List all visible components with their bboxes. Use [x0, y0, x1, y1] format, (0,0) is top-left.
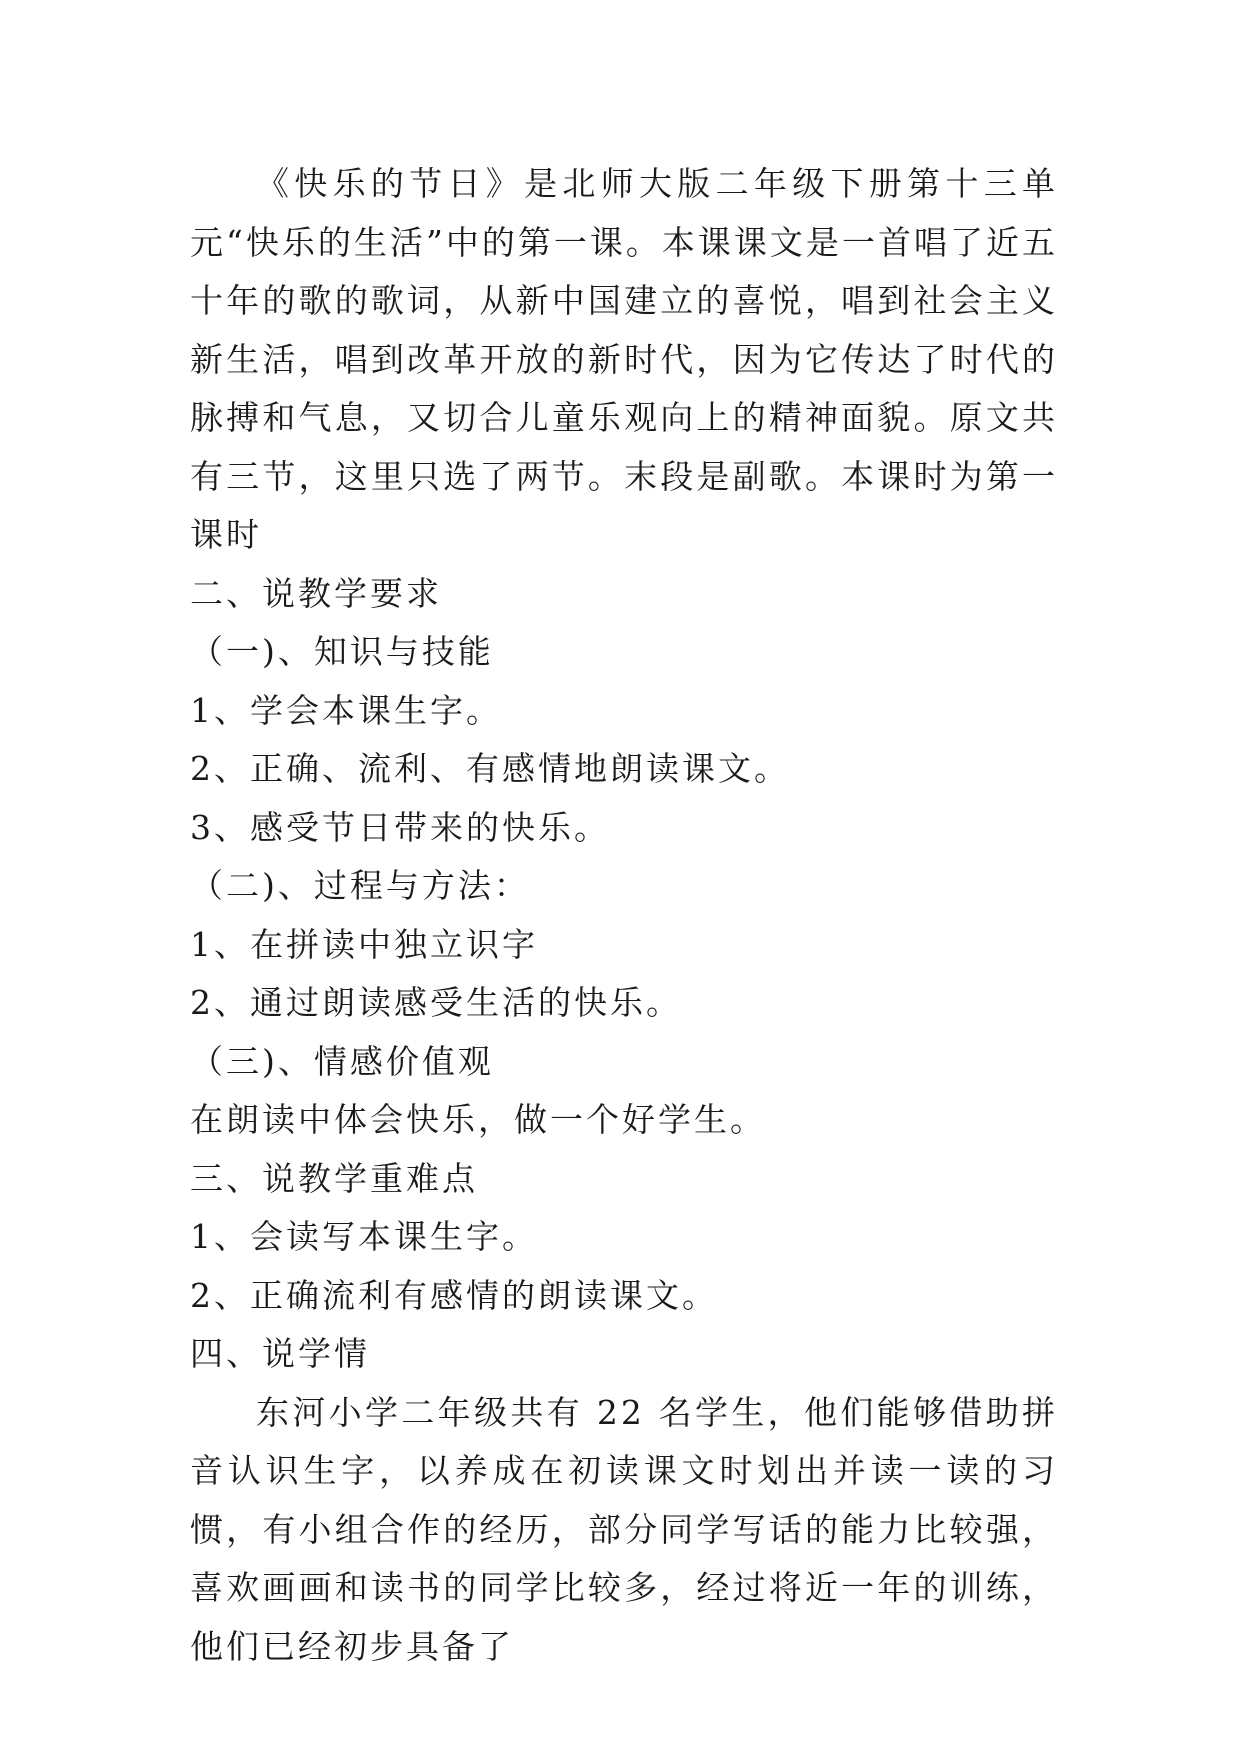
list-item: 2、通过朗读感受生活的快乐。: [190, 983, 682, 1022]
intro-paragraph: 《快乐的节日》是北师大版二年级下册第十三单元“快乐的生活”中的第一课。本课课文是一首唱了近五十年的歌的歌词，从新中国建立的喜悦，唱到社会主义新生活，唱到改革开放的新时代，因为它传达了时代的脉搏和气息，又切合儿童乐观向上的精神面貌。原文共有三节，这里只选了两节。末段是副歌。本课时为第一课时: [190, 164, 1058, 554]
list-item: 2、正确、流利、有感情地朗读课文。: [190, 749, 790, 788]
list-item: 3、感受节日带来的快乐。: [190, 807, 610, 847]
subheading-emotion-values: （三)、情感价值观: [190, 1041, 494, 1081]
student-situation-paragraph: 东河小学二年级共有 22 名学生，他们能够借助拼音认识生字，以养成在初读课文时划出并读一读的习惯，有小组合作的经历，部分同学写话的能力比较强，喜欢画画和读书的同学比较多，经过将近一年的训练，他们已经初步具备了: [190, 1392, 1058, 1666]
list-item: 1、会读写本课生字。: [190, 1217, 538, 1256]
list-item: 1、学会本课生字。: [190, 690, 502, 730]
subheading-knowledge-skills: （一)、知识与技能: [190, 632, 494, 671]
list-item: 2、正确流利有感情的朗读课文。: [190, 1275, 718, 1315]
section-heading-requirements: 二、说教学要求: [190, 573, 442, 613]
emotion-values-text: 在朗读中体会快乐，做一个好学生。: [190, 1100, 766, 1139]
section-heading-key-difficulties: 三、说教学重难点: [190, 1158, 478, 1198]
list-item: 1、在拼读中独立识字: [190, 924, 538, 964]
subheading-process-method: （二)、过程与方法：: [190, 866, 530, 905]
document-body: [190, 155, 1058, 1676]
section-heading-student-situation: 四、说学情: [190, 1334, 370, 1373]
